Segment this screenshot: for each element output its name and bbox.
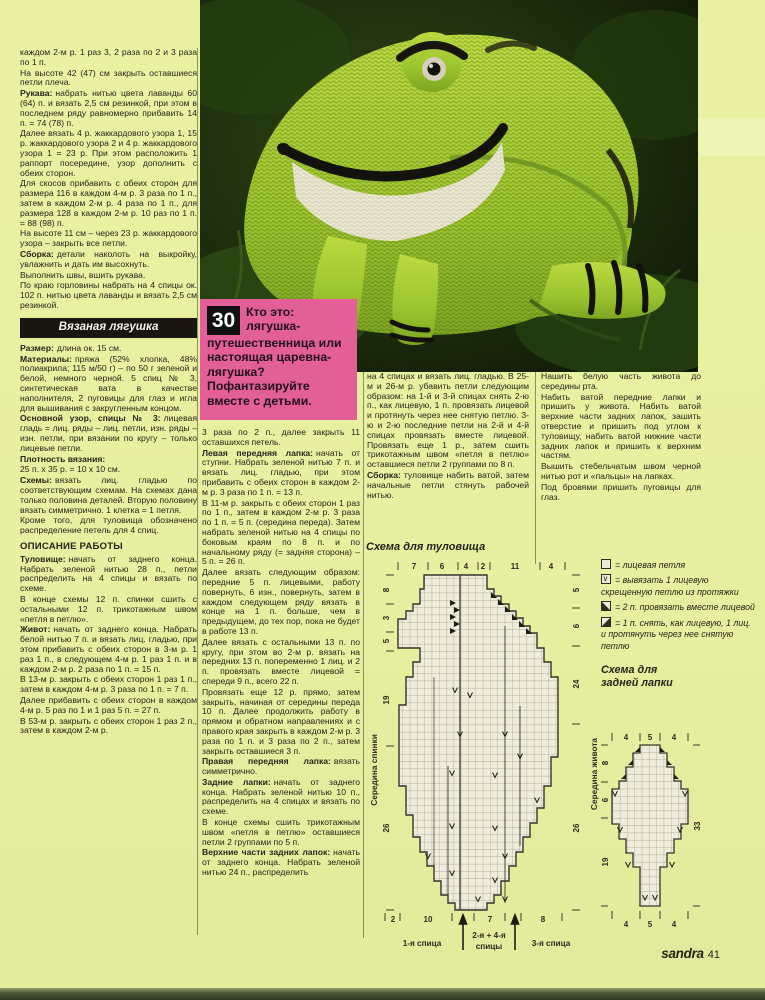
paragraph: Задние лапки: начать от заднего конца. Набрать зеленой нитью 10 п., распределить на 4 спицах и вязать по схеме.: [202, 776, 360, 817]
svg-text:7: 7: [487, 915, 493, 924]
page-footer: [661, 946, 720, 961]
svg-text:11: 11: [510, 562, 520, 571]
body-chart-title: Схема для туловища: [366, 541, 486, 553]
svg-text:4: 4: [623, 920, 629, 929]
caption-badge: [200, 299, 357, 420]
paragraph: Размер: длина ок. 15 см.: [20, 342, 122, 353]
paragraph: По краю горловины набрать на 4 спицы ок. 102 п. нитью цвета лаванды и вязать 2,5 см резинкой.: [20, 280, 197, 310]
paw-chart-shape: [612, 745, 688, 906]
column-right: [367, 372, 529, 501]
paragraph: Плотность вязания:: [20, 453, 106, 464]
svg-text:33: 33: [693, 821, 702, 831]
paragraph: Туловище: начать от заднего конца. Набрать зеленой нитью 28 п., петли распределить на 4 спицы и вязать по схеме.: [20, 553, 197, 594]
svg-text:4: 4: [548, 562, 554, 571]
paragraph: Набить ватой передние лапки и пришить у живота. Набить ватой верхние части задних лапок, зашить отверстие и пришить под углом к туловищу, набить ватой нижние части задних лапок и пришить к верхним частям.: [541, 391, 701, 461]
svg-text:8: 8: [601, 760, 610, 766]
paragraph: Сборка: туловище набить ватой, затем начальные петли стянуть рабочей нитью.: [367, 469, 529, 500]
k2tog-icon: [601, 601, 611, 611]
paragraph: В 53-м р. закрыть с обеих сторон 1 раз 2 п., затем в каждом 2-м р.: [20, 715, 197, 736]
item-number-badge: 30: [207, 306, 240, 335]
svg-text:6: 6: [601, 797, 610, 803]
svg-text:7: 7: [411, 562, 417, 571]
page-bottom-edge: [0, 988, 765, 1000]
paragraph: В 13-м р. закрыть с обеих сторон 1 раз 1 п., затем в каждом 4-м р. 3 раза по 1 п. = 7 п.: [20, 674, 197, 695]
body-chart-shape: [398, 575, 558, 910]
body-chart: [366, 556, 602, 968]
svg-text:19: 19: [601, 857, 610, 867]
svg-text:8: 8: [382, 587, 391, 593]
paragraph: На высоте 11 см – через 23 р. жаккардового узора – закрыть все петли.: [20, 228, 197, 249]
svg-text:2: 2: [480, 562, 486, 571]
svg-text:10: 10: [423, 915, 433, 924]
paragraph: Нашить белую часть живота до середины рта.: [541, 371, 701, 391]
column-divider: [535, 372, 536, 564]
paragraph: Левая передняя лапка: начать от ступни. Набрать зеленой нитью 7 п. и вязать лиц. гладью, при этом прибавить с обеих сторон в каждом 2-м р. 3 раза по 1 п. = 13 п.: [202, 447, 361, 497]
paragraph: Для скосов прибавить с обеих сторон для размера 116 в каждом 4-м р. 3 раза по 1 п., затем в каждом 2-м р. 4 раза по 1 п., для размера 128 в каждом 2-м р. 10 раз по 1 п. = 88 (98) п.: [20, 178, 197, 228]
svg-text:5: 5: [382, 638, 391, 644]
svg-text:6: 6: [572, 623, 581, 629]
needle-2-4-label2: спицы: [475, 942, 503, 951]
knit-stitch-icon: [601, 559, 611, 569]
paragraph: Вышить стебельчатым швом черной нитью рот и «пальцы» на лапках.: [541, 461, 701, 481]
axis-label-back-center: Середина спинки: [369, 734, 379, 806]
paragraph: В конце схемы 12 п. спинки сшить с остальными 12 п. трикотажным швом «петля в петлю».: [20, 594, 197, 624]
svg-text:4: 4: [463, 562, 469, 571]
needle-1-label: 1-я спица: [402, 939, 442, 948]
svg-text:24: 24: [572, 679, 581, 689]
skp-icon: [601, 617, 611, 627]
svg-text:26: 26: [572, 823, 581, 833]
legend-item: ∨= вывязать 1 лицевую скрещенную петлю из протяжки: [601, 574, 758, 598]
paragraph: на 4 спицах и вязать лиц. гладью. В 25-м и 26-м р. убавить петли следующим образом: на 1-й и 3-й спицах снять 2-ю п., как лицевую, 1 п. провязать лицевой и протянуть через нее снятую петлю. 3-ю и 2-ю последние петли на 2-й и 4-й спицах провязать вместе лицевой. Провязать еще 1 р., затем сшить трикотажным швом «петля в петлю» оставшиеся петли 2 группами по 8 п.: [367, 371, 529, 470]
legend-item: = 1 п. снять, как лицевую, 1 лиц. и протянуть через нее снятую петлю: [601, 617, 751, 651]
column-middle: [202, 428, 360, 879]
paragraph: В 11-м р. закрыть с обеих сторон 1 раз по 1 п., затем в каждом 2-м р. 3 раза по 1 п. = 5 п. (середина переда). Затем набрать зеленой нитью на 4 спицы по боковым краям по 8 п. и по начальному ряду (= задняя сторона) – 5 п. = 26 п.: [202, 497, 360, 567]
paragraph: Выполнить швы, вшить рукава.: [20, 269, 146, 280]
svg-text:19: 19: [382, 695, 391, 705]
paragraph: Основной узор, спицы № 3: лицевая гладь = лиц. ряды – лиц. петли, изн. ряды – изн. петли, при вязании по кругу – только лицевые петли.: [20, 413, 197, 453]
svg-text:4: 4: [671, 733, 677, 742]
legend-item: = лицевая петля: [601, 559, 758, 571]
paragraph: Провязать еще 12 р. прямо, затем закрыть, начиная от середины переда 10 п. Далее продолжить работу в прямом и обратном направлениях и с правого края закрыть в каждом 2-м р. 3 раза по 1 п. и 3 раза по 2 п., затем закрыть оставшиеся 3 п.: [202, 686, 360, 756]
svg-text:4: 4: [671, 920, 677, 929]
column-divider: [363, 372, 364, 938]
svg-text:6: 6: [439, 562, 445, 571]
paw-chart: [598, 730, 720, 930]
svg-text:5: 5: [572, 587, 581, 593]
paragraph: Далее вязать 4 р. жаккардового узора 1, 15 р. жаккардового узора 2 и 4 р. жаккардового узора 1 = 23 р. При этом расположить 1 раппорт посередине, узор дополнить с обеих сторон.: [20, 128, 197, 178]
svg-text:8: 8: [540, 915, 546, 924]
paragraph: В конце схемы сшить трикотажным швом «петля в петлю» оставшиеся петли 2 группами по 5 п.: [202, 817, 360, 847]
section-title-knitted-frog: Вязаная лягушка: [20, 318, 197, 338]
magazine-brand: sandra: [661, 946, 704, 961]
caption-text: Кто это: лягушка-путешественница или настоящая царевна-лягушка? Пофантазируйте вместе с детьми.: [207, 305, 342, 408]
scan-light-band: [698, 118, 765, 156]
paragraph: Далее вязать с остальными 13 п. по кругу, при этом во 2-м р. вязать на передних 13 п. попеременно 1 лиц. и 2 п. провязать вместе лицевой = спереди 9 п., всего 22 п.: [202, 636, 360, 686]
section-title-work-description: ОПИСАНИЕ РАБОТЫ: [20, 540, 123, 552]
paragraph: Далее вязать следующим образом: передние 5 п. лицевыми, работу повернуть, 6 изн., повернуть, затем в каждом следующем ряду вязать в конце на 1 п. больше, чем в предыдущем, до тех пор, пока не будет в работе 13 п.: [202, 567, 360, 636]
paragraph: 25 п. x 35 р. = 10 x 10 см.: [20, 464, 121, 475]
paragraph: Под бровями пришить пуговицы для глаз.: [541, 481, 701, 502]
svg-text:3: 3: [382, 615, 391, 621]
svg-text:5: 5: [647, 733, 653, 742]
make-one-icon: [601, 574, 611, 584]
paragraph: Верхние части задних лапок: начать от заднего конца. Набрать зеленой нитью 24 п., распределить: [202, 847, 360, 878]
chart-legend: [601, 559, 758, 691]
column-left: [20, 48, 197, 737]
svg-text:5: 5: [647, 920, 653, 929]
needle-3-label: 3-я спица: [531, 939, 571, 948]
paragraph: каждом 2-м р. 1 раз 3, 2 раза по 2 и 3 раза по 1 п.: [20, 47, 197, 67]
needle-2-4-label: 2-я + 4-я: [472, 931, 506, 940]
paragraph: 3 раза по 2 п., далее закрыть 11 оставшихся петель.: [202, 427, 360, 447]
paw-chart-title: Схема для задней лапки: [601, 663, 673, 690]
column-divider: [197, 48, 198, 935]
paragraph: Далее прибавить с обеих сторон в каждом 4-м р. 5 раз по 1 и 1 раз 5 п. = 27 п.: [20, 695, 197, 715]
axis-label-belly-center: Середина живота: [589, 737, 599, 811]
paragraph: Правая передняя лапка: вязать симметрично.: [202, 756, 360, 777]
paragraph: Схемы: вязать лиц. гладью по соответствующим схемам. На схемах дана только половина деталей. Вторую половину вязать симметрично. 1 клетка = 1 петля.: [20, 475, 197, 515]
paragraph: На высоте 42 (47) см закрыть оставшиеся петли плеча.: [20, 67, 197, 88]
column-far-right: [541, 372, 701, 503]
svg-text:4: 4: [623, 733, 629, 742]
paragraph: Материалы: пряжа (52% хлопка, 48% полиакрила; 115 м/50 г) – по 50 г зеленой и белой, немного черной. 5 спиц № 3, синтетическая вата в качестве наполнителя, 2 пуговицы для глаз и игла для вышивания с закругленным концом.: [20, 353, 197, 413]
paragraph: Живот: начать от заднего конца. Набрать белой нитью 7 п. и вязать лиц. гладью, при этом прибавить с обеих сторон в 3-м р. 1 раз 1 п., в следующем 4-м р. 1 раз 1 п. и в каждом 2-м р. 2 раза по 1 п. = 15 п.: [20, 624, 197, 674]
page-number: 41: [707, 949, 720, 961]
paragraph: Сборка: детали наколоть на выкройку, увлажнить и дать им высохнуть.: [20, 248, 197, 269]
paragraph: Рукава: набрать нитью цвета лаванды 60 (64) п. и вязать 2,5 см резинкой, при этом в последнем ряду равномерно прибавить 14 п. = 74 (78) п.: [20, 88, 197, 128]
svg-text:26: 26: [382, 823, 391, 833]
legend-item: = 2 п. провязать вместе лицевой: [601, 601, 758, 613]
paragraph: Кроме того, для туловища обозначено распределение петель для 4 спиц.: [20, 515, 197, 536]
svg-text:2: 2: [390, 915, 396, 924]
